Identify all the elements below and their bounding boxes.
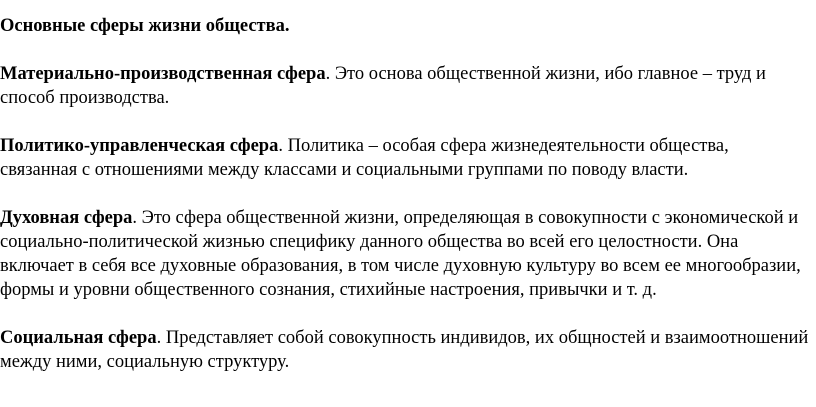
section-material-production xyxy=(0,62,810,110)
section-spiritual xyxy=(0,206,810,302)
document-title: Основные сферы жизни общества. xyxy=(0,16,290,36)
document-body xyxy=(0,14,810,374)
section-term: Материально-производственная сфера xyxy=(0,64,326,84)
section-term: Политико-управленческая сфера xyxy=(0,136,279,156)
section-political-administrative xyxy=(0,134,810,182)
section-text: . Политика – особая сфера жизнедеятельности общества, связанная с отношениями между классами и социальными группами по поводу власти. xyxy=(0,136,729,180)
section-text: . Представляет собой совокупность индивидов, их общностей и взаимоотношений между ними, социальную структуру. xyxy=(0,328,809,372)
section-text: . Это сфера общественной жизни, определяющая в совокупности с экономической и социально-политической жизнью специфику данного общества во всей его целостности. Она включает в себя все духовные образования, в том числе духовную культуру во всем ее многообразии, формы и уровни общественного сознания, стихийные настроения, привычки и т. д. xyxy=(0,208,801,300)
section-social xyxy=(0,326,810,374)
section-text: . Это основа общественной жизни, ибо главное – труд и способ производства. xyxy=(0,64,766,108)
section-term: Социальная сфера xyxy=(0,328,157,348)
section-term: Духовная сфера xyxy=(0,208,133,228)
